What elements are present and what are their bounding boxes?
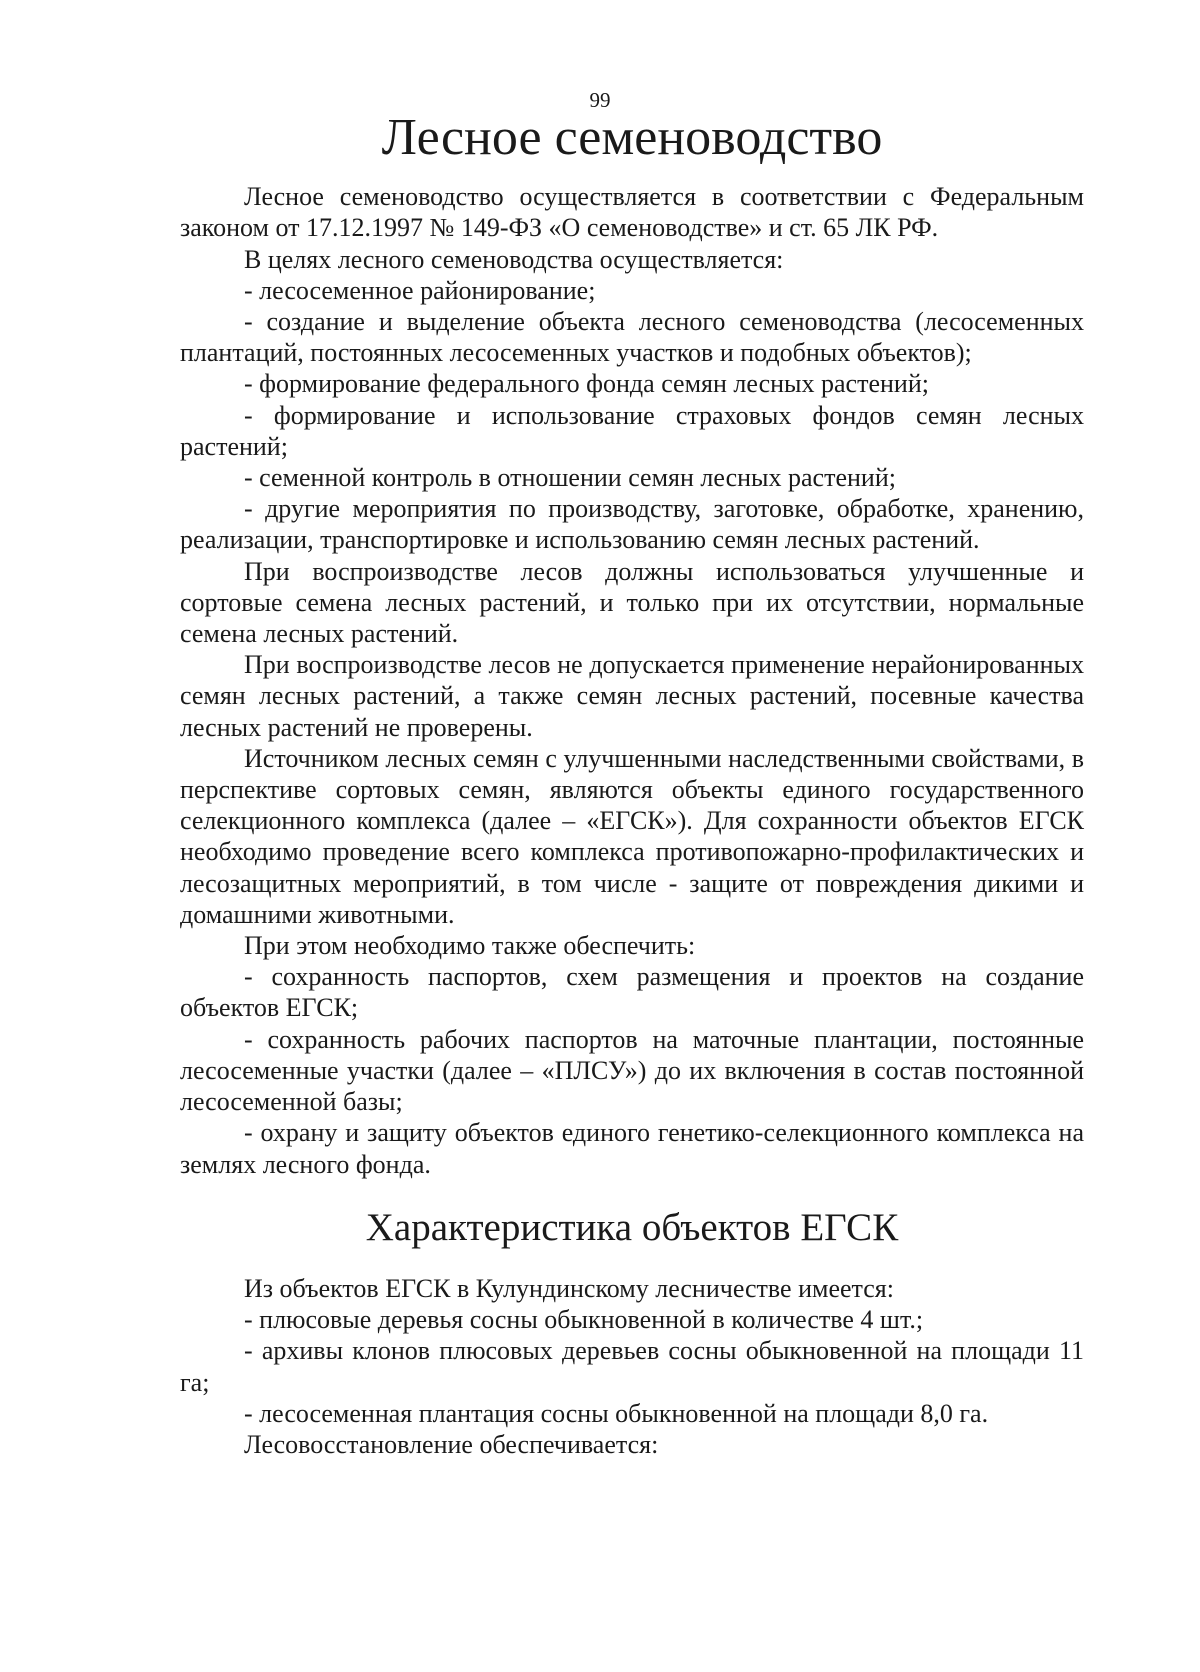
- paragraph: Из объектов ЕГСК в Кулундинскому лесничестве имеется:: [244, 1273, 894, 1303]
- page-content: [180, 109, 1084, 1460]
- list-item: - создание и выделение объекта лесного семеноводства (лесосеменных плантаций, постоянных лесосеменных участков и подобных объектов);: [180, 307, 1084, 368]
- list-item: - сохранность рабочих паспортов на маточные плантации, постоянные лесосеменные участки (далее – «ПЛСУ») до их включения в состав постоянной лесосеменной базы;: [180, 1024, 1084, 1117]
- section-body-egsk-objects: [180, 1273, 1084, 1460]
- section-title-egsk-objects: Характеристика объектов ЕГСК: [365, 1205, 899, 1249]
- list-item: - лесосеменная плантация сосны обыкновенной на площади 8,0 га.: [244, 1398, 989, 1428]
- paragraph: Лесовосстановление обеспечивается:: [244, 1429, 659, 1459]
- paragraph: При этом необходимо также обеспечить:: [244, 931, 696, 961]
- paragraph: Лесное семеноводство осуществляется в соответствии с Федеральным законом от 17.12.1997 № 149-ФЗ «О семеноводстве» и ст. 65 ЛК РФ.: [180, 182, 1084, 243]
- paragraph: В целях лесного семеноводства осуществляется:: [244, 244, 784, 274]
- list-item: - архивы клонов плюсовых деревьев сосны обыкновенной на площади 11 га;: [180, 1336, 1084, 1397]
- list-item: - формирование и использование страховых фондов семян лесных растений;: [180, 400, 1084, 461]
- list-item: - плюсовые деревья сосны обыкновенной в количестве 4 шт.;: [244, 1305, 924, 1335]
- list-item: - формирование федерального фонда семян лесных растений;: [244, 369, 929, 399]
- page-number: 99: [589, 88, 611, 112]
- paragraph: Источником лесных семян с улучшенными наследственными свойствами, в перспективе сортовых семян, являются объекты единого государственного селекционного комплекса (далее – «ЕГСК»). Для сохранности объектов ЕГСК необходимо проведение всего комплекса противопожарно-профилактических и лесозащитных мероприятий, в том числе - защите от повреждения дикими и домашними животными.: [180, 743, 1084, 929]
- section-body-seed-production: [180, 181, 1084, 1180]
- list-item: - охрану и защиту объектов единого генетико-селекционного комплекса на землях лесного фонда.: [180, 1118, 1084, 1179]
- list-item: - сохранность паспортов, схем размещения и проектов на создание объектов ЕГСК;: [180, 962, 1084, 1023]
- paragraph: При воспроизводстве лесов не допускается применение нерайонированных семян лесных растений, а также семян лесных растений, посевные качества лесных растений не проверены.: [180, 650, 1084, 742]
- list-item: - другие мероприятия по производству, заготовке, обработке, хранению, реализации, транспортировке и использованию семян лесных растений.: [180, 494, 1084, 555]
- paragraph: При воспроизводстве лесов должны использоваться улучшенные и сортовые семена лесных растений, и только при их отсутствии, нормальные семена лесных растений.: [180, 556, 1084, 649]
- section-title-seed-production: Лесное семеноводство: [381, 109, 883, 166]
- list-item: - лесосеменное районирование;: [244, 275, 596, 305]
- list-item: - семенной контроль в отношении семян лесных растений;: [244, 463, 896, 493]
